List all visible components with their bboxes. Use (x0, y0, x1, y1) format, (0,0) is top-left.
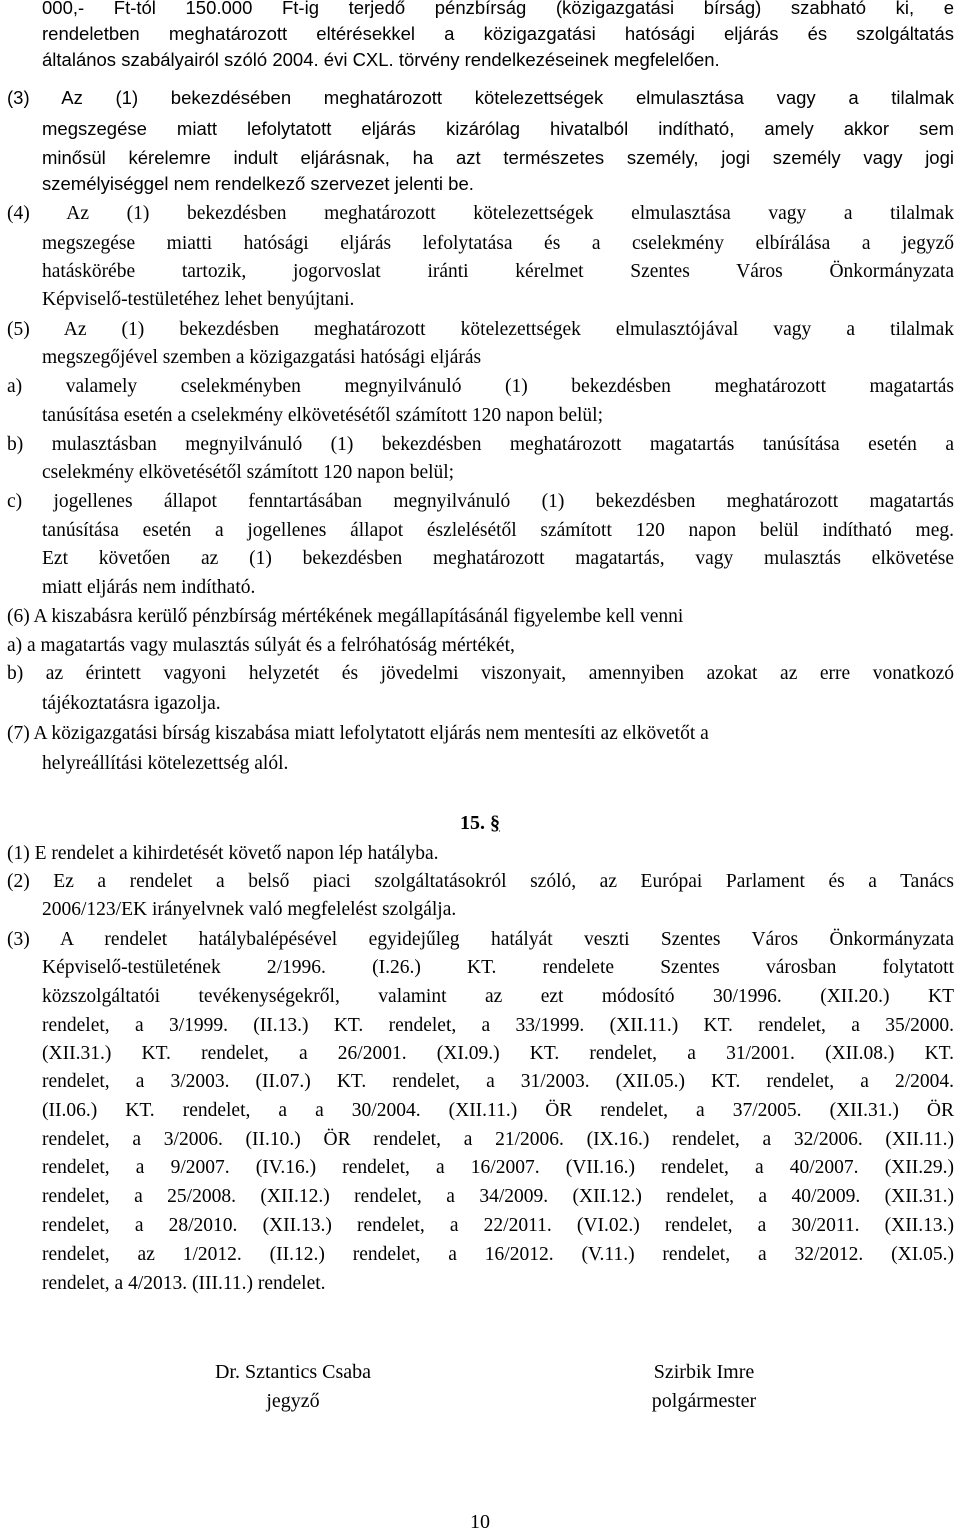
text-line: a) valamely cselekményben megnyilvánuló (1) bekezdésben meghatározott magatartás (7, 376, 954, 397)
text-line: (5) Az (1) bekezdésben meghatározott kötelezettségek elmulasztójával vagy a tilalmak (7, 319, 954, 340)
text-line: (4) Az (1) bekezdésben meghatározott kötelezettségek elmulasztása vagy a tilalmak (7, 203, 954, 224)
text-line: (XII.31.) KT. rendelet, a 26/2001. (XI.09.) KT. rendelet, a 31/2001. (XII.08.) KT. (42, 1043, 954, 1064)
text-line: 2006/123/EK irányelvnek való megfelelést szolgálja. (42, 899, 457, 920)
text-line: rendeletben meghatározott eltérésekkel a közigazgatási hatósági eljárás és szolgáltatás (42, 23, 954, 44)
text-line: rendelet, a 25/2008. (XII.12.) rendelet, a 34/2009. (XII.12.) rendelet, a 40/2009. (XII.31.) (42, 1186, 954, 1207)
text-line: (7) A közigazgatási bírság kiszabása miatt lefolytatott eljárás nem mentesíti az elkövetőt a (7, 723, 709, 744)
text-line: tanúsítása esetén a cselekmény elkövetésétől számított 120 napon belül; (42, 405, 603, 426)
signatory-title: jegyző (266, 1390, 320, 1412)
text-line: b) mulasztásban megnyilvánuló (1) bekezdésben meghatározott magatartás tanúsítása esetén a (7, 434, 954, 455)
signatory-name: Szirbik Imre (653, 1361, 755, 1383)
text-line: rendelet, a 28/2010. (XII.13.) rendelet, a 22/2011. (VI.02.) rendelet, a 30/2011. (XII.13.) (42, 1215, 954, 1236)
text-line: (6) A kiszabásra kerülő pénzbírság mértékének megállapításánál figyelembe kell venni (7, 606, 684, 627)
text-line: a) a magatartás vagy mulasztás súlyát és a felróhatóság mértékét, (7, 635, 515, 656)
text-line: (II.06.) KT. rendelet, a a 30/2004. (XII.11.) ÖR rendelet, a 37/2005. (XII.31.) ÖR (42, 1100, 954, 1121)
section-title (0, 808, 960, 838)
text-line: rendelet, a 3/2006. (II.10.) ÖR rendelet, a 21/2006. (IX.16.) rendelet, a 32/2006. (XII.11.) (42, 1129, 954, 1150)
text-line: helyreállítási kötelezettség alól. (42, 753, 289, 774)
text-line: rendelet, a 3/2003. (II.07.) KT. rendelet, a 31/2003. (XII.05.) KT. rendelet, a 2/2004. (42, 1071, 954, 1092)
signatory-title: polgármester (651, 1390, 757, 1412)
text-line: (2) Ez a rendelet a belső piaci szolgáltatásokról szóló, az Európai Parlament és a Tanács (7, 871, 954, 892)
text-line: Képviselő-testületének 2/1996. (I.26.) KT. rendelete Szentes városban folytatott (42, 957, 954, 978)
text-line: c) jogellenes állapot fenntartásában megnyilvánuló (1) bekezdésben meghatározott magatartás (7, 491, 954, 512)
text-line: minősül kérelemre indult eljárásnak, ha azt természetes személy, jogi személy vagy jogi (42, 147, 954, 168)
text-line: Ezt követően az (1) bekezdésben meghatározott magatartás, vagy mulasztás elkövetése (42, 548, 954, 569)
text-line: közszolgáltatói tevékenységekről, valamint az ezt módosító 30/1996. (XII.20.) KT (42, 986, 954, 1007)
text-line: rendelet, az 1/2012. (II.12.) rendelet, a 16/2012. (V.11.) rendelet, a 32/2012. (XI.05.) (42, 1244, 954, 1265)
text-line: (1) E rendelet a kihirdetését követő napon lép hatályba. (7, 843, 439, 864)
text-line: tanúsítása esetén a jogellenes állapot észlelésétől számított 120 napon belül indítható meg. (42, 520, 954, 541)
text-line: cselekmény elkövetésétől számított 120 napon belül; (42, 462, 455, 483)
text-line: miatt eljárás nem indítható. (42, 577, 256, 598)
section-number: 15. (460, 812, 485, 834)
text-line: megszegése miatt lefolytatott eljárás kizárólag hivatalból indítható, amely akkor sem (42, 118, 954, 139)
text-line: megszegése miatti hatósági eljárás lefolytatása és a cselekmény elbírálása a jegyző (42, 233, 954, 254)
text-line: megszegőjével szemben a közigazgatási hatósági eljárás (42, 347, 482, 368)
section-mark: § (490, 812, 500, 834)
text-line: tájékoztatásra igazolja. (42, 693, 221, 714)
signature-block-mayor (554, 1358, 854, 1416)
text-line: rendelet, a 4/2013. (III.11.) rendelet. (42, 1273, 326, 1294)
text-line: személyiséggel nem rendelkező szervezet jelenti be. (42, 173, 474, 194)
text-line: általános szabályairól szóló 2004. évi CXL. törvény rendelkezéseinek megfelelően. (42, 49, 720, 70)
page-number: 10 (470, 1511, 490, 1533)
text-line: hatáskörébe tartozik, jogorvoslat iránti kérelmet Szentes Város Önkormányzata (42, 261, 954, 282)
text-line: (3) A rendelet hatálybalépésével egyidejűleg hatályát veszti Szentes Város Önkormányzata (7, 929, 954, 950)
signature-block-notary (143, 1358, 443, 1416)
text-line: rendelet, a 9/2007. (IV.16.) rendelet, a 16/2007. (VII.16.) rendelet, a 40/2007. (XII.29.) (42, 1157, 954, 1178)
signatory-name: Dr. Sztantics Csaba (214, 1361, 372, 1383)
text-line: (3) Az (1) bekezdésében meghatározott kötelezettségek elmulasztása vagy a tilalmak (7, 87, 954, 108)
text-line: 000,- Ft-tól 150.000 Ft-ig terjedő pénzbírság (közigazgatási bírság) szabható ki, e (42, 0, 954, 18)
text-line: b) az érintett vagyoni helyzetét és jövedelmi viszonyait, amennyiben azokat az erre vonatkozó (7, 663, 954, 684)
text-line: Képviselő-testületéhez lehet benyújtani. (42, 289, 355, 310)
text-line: rendelet, a 3/1999. (II.13.) KT. rendelet, a 33/1999. (XII.11.) KT. rendelet, a 35/2000. (42, 1015, 954, 1036)
